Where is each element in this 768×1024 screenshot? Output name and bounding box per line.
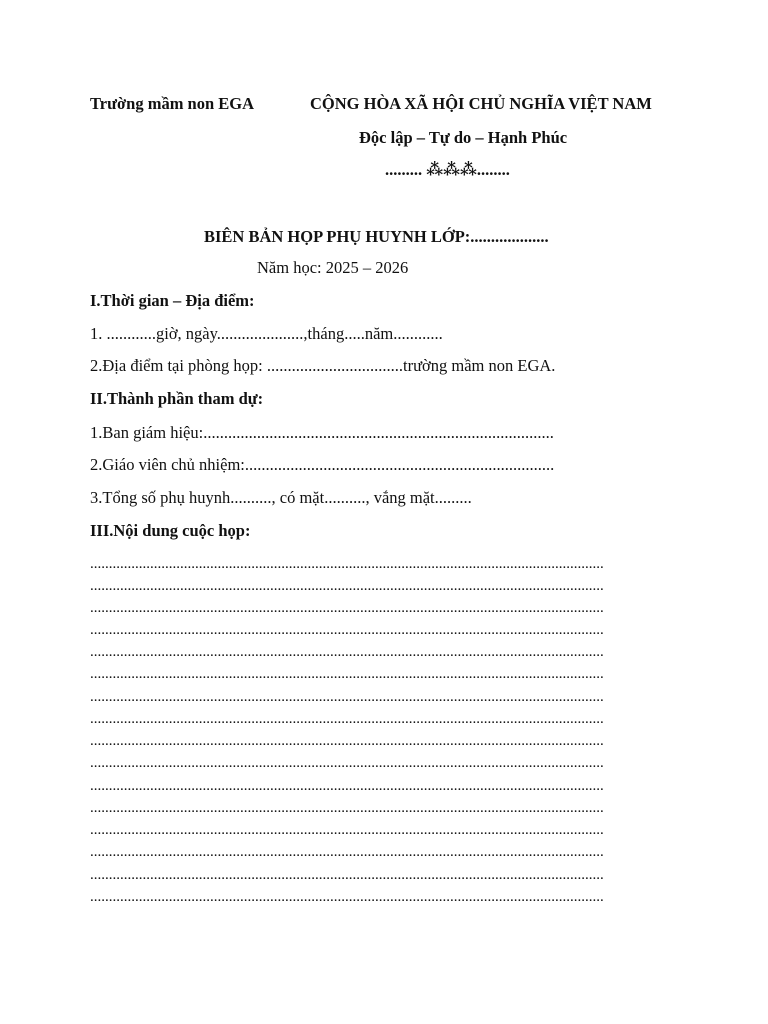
- section-2-heading: II.Thành phần tham dự:: [90, 389, 264, 408]
- school-name: Trường mầm non EGA: [90, 94, 255, 113]
- dotted-line: .........................................................................................................................................: [90, 889, 604, 905]
- dotted-line: .........................................................................................................................................: [90, 578, 604, 594]
- dotted-line: .........................................................................................................................................: [90, 733, 604, 749]
- parents-count-line: 3.Tổng số phụ huynh.........., có mặt.........., vắng mặt.........: [90, 488, 472, 507]
- document-title: BIÊN BẢN HỌP PHỤ HUYNH LỚP:...................: [204, 227, 549, 246]
- dotted-line: .........................................................................................................................................: [90, 556, 604, 572]
- meeting-place-line: 2.Địa điểm tại phòng họp: .................................trường mầm non EGA.: [90, 356, 556, 375]
- dotted-line: .........................................................................................................................................: [90, 711, 604, 727]
- dotted-line: .........................................................................................................................................: [90, 822, 604, 838]
- dotted-line: .........................................................................................................................................: [90, 666, 604, 682]
- section-3-heading: III.Nội dung cuộc họp:: [90, 521, 251, 540]
- dotted-line: .........................................................................................................................................: [90, 778, 604, 794]
- dotted-line: .........................................................................................................................................: [90, 644, 604, 660]
- nation-heading: CỘNG HÒA XÃ HỘI CHỦ NGHĨA VIỆT NAM: [310, 94, 652, 113]
- header-separator: ......... ⁂⁂⁂........: [385, 160, 510, 179]
- dotted-line: .........................................................................................................................................: [90, 622, 604, 638]
- school-year: Năm học: 2025 – 2026: [257, 258, 409, 277]
- dotted-line: .........................................................................................................................................: [90, 867, 604, 883]
- dotted-line: .........................................................................................................................................: [90, 755, 604, 771]
- meeting-time-line: 1. ............giờ, ngày.....................,tháng.....năm............: [90, 324, 443, 343]
- motto: Độc lập – Tự do – Hạnh Phúc: [359, 128, 568, 147]
- dotted-line: .........................................................................................................................................: [90, 844, 604, 860]
- section-1-heading: I.Thời gian – Địa điểm:: [90, 291, 255, 310]
- teacher-line: 2.Giáo viên chủ nhiệm:...........................................................................: [90, 455, 555, 474]
- dotted-line: .........................................................................................................................................: [90, 800, 604, 816]
- board-line: 1.Ban giám hiệu:.....................................................................................: [90, 423, 554, 442]
- dotted-line: .........................................................................................................................................: [90, 689, 604, 705]
- dotted-line: .........................................................................................................................................: [90, 600, 604, 616]
